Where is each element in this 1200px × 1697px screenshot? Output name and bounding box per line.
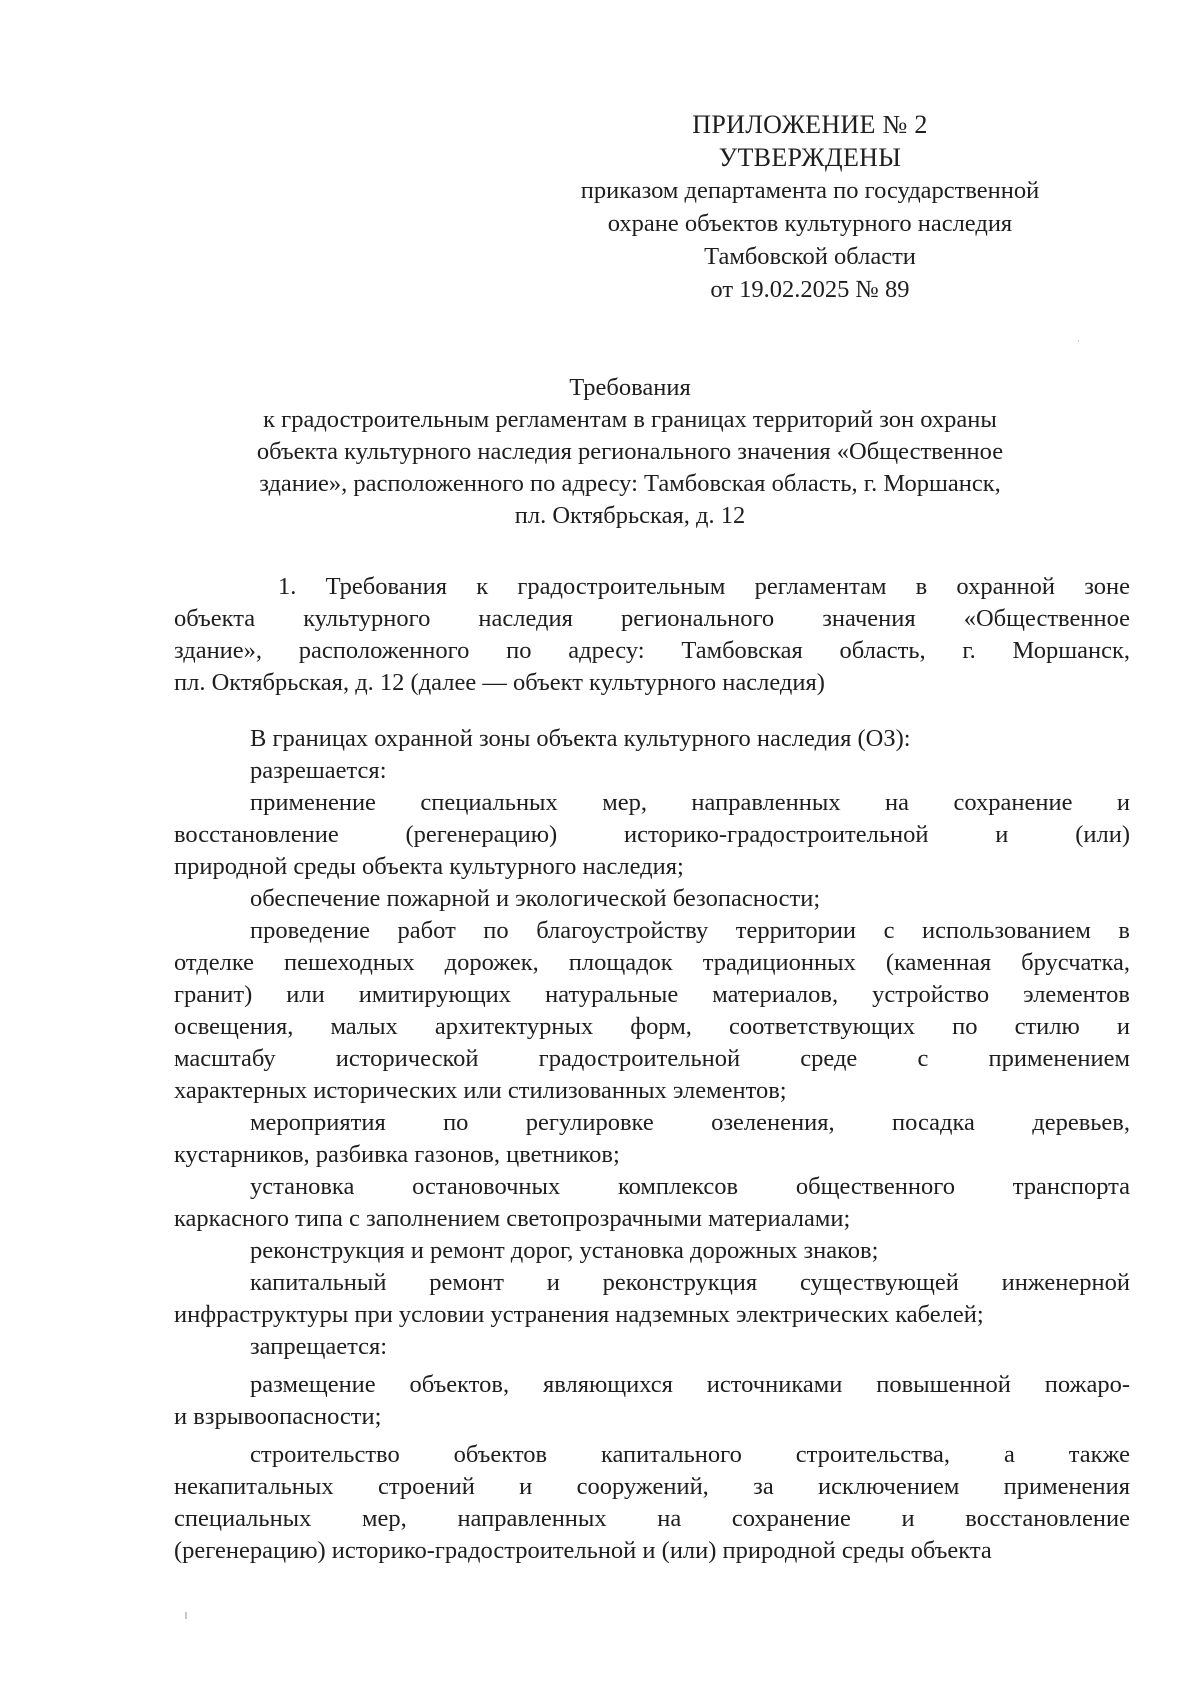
approval-header [520,108,1100,306]
allowed-label: разрешается: [250,757,387,784]
forbidden-item-line: строительство объектов капитального строительства, а также [250,1441,1130,1468]
text-line: здание», расположенного по адресу: Тамбовская область, г. Моршанск, [174,637,1130,664]
allowed-item-line: обеспечение пожарной и экологической безопасности; [250,885,821,912]
title-line-4: пл. Октябрьская, д. 12 [514,502,746,529]
allowed-item-line: установка остановочных комплексов общественного транспорта [250,1173,1130,1200]
section-1-paragraph [174,571,1130,699]
order-line-1: приказом департамента по государственной [580,177,1040,204]
approved-label: УТВЕРЖДЕНЫ [718,143,902,172]
allowed-item-line: применение специальных мер, направленных на сохранение и [250,789,1130,816]
allowed-item-line: гранит) или имитирующих натуральные материалов, устройство элементов [174,981,1130,1008]
title-line-3: здание», расположенного по адресу: Тамбовская область, г. Моршанск, [259,470,1001,497]
allowed-item-line: освещения, малых архитектурных форм, соответствующих по стилю и [174,1013,1130,1040]
allowed-item-line: проведение работ по благоустройству территории с использованием в [250,917,1130,944]
allowed-item-line: инфраструктуры при условии устранения надземных электрических кабелей; [174,1301,984,1328]
text-line: объекта культурного наследия регионального значения «Общественное [174,605,1130,632]
text-line: 1. Требования к градостроительным регламентам в охранной зоне [278,573,1130,600]
allowed-item-line: природной среды объекта культурного наследия; [174,853,684,880]
allowed-item-line: реконструкция и ремонт дорог, установка дорожных знаков; [250,1237,879,1264]
allowed-item-line: капитальный ремонт и реконструкция существующей инженерной [250,1269,1130,1296]
appendix-number: ПРИЛОЖЕНИЕ № 2 [692,110,928,139]
document-body [174,571,1130,1567]
allowed-item-line: каркасного типа с заполнением светопрозрачными материалами; [174,1205,851,1232]
forbidden-item-line: специальных мер, направленных на сохранение и восстановление [174,1505,1130,1532]
allowed-item-line: характерных исторических или стилизованных элементов; [174,1077,787,1104]
allowed-item-line: отделке пешеходных дорожек, площадок традиционных (каменная брусчатка, [174,949,1130,976]
scan-speck [185,1612,187,1619]
scan-speck [1078,340,1079,342]
forbidden-item-line: размещение объектов, являющихся источниками повышенной пожаро- [250,1371,1130,1398]
order-line-2: охране объектов культурного наследия [607,210,1013,237]
forbidden-item-line: (регенерацию) историко-градостроительной и (или) природной среды объекта [174,1537,992,1564]
title-heading: Требования [569,374,691,401]
allowed-item-line: масштабу исторической градостроительной среде с применением [174,1045,1130,1072]
document-title [170,372,1090,532]
title-line-1: к градостроительным регламентам в границах территорий зон охраны [263,406,997,433]
zone-intro: В границах охранной зоны объекта культурного наследия (ОЗ): [250,725,911,752]
order-line-3: Тамбовской области [704,243,916,270]
forbidden-label: запрещается: [250,1333,388,1360]
forbidden-item-line: некапитальных строений и сооружений, за исключением применения [174,1473,1130,1500]
allowed-item-line: мероприятия по регулировке озеленения, посадка деревьев, [250,1109,1130,1136]
allowed-item-line: восстановление (регенерацию) историко-градостроительной и (или) [174,821,1130,848]
title-line-2: объекта культурного наследия регионального значения «Общественное [256,438,1004,465]
protection-zone-section [174,723,1130,1567]
allowed-item-line: кустарников, разбивка газонов, цветников; [174,1141,620,1168]
forbidden-item-line: и взрывоопасности; [174,1403,382,1430]
text-line: пл. Октябрьская, д. 12 (далее — объект культурного наследия) [174,669,825,696]
order-date-number: от 19.02.2025 № 89 [710,276,910,303]
